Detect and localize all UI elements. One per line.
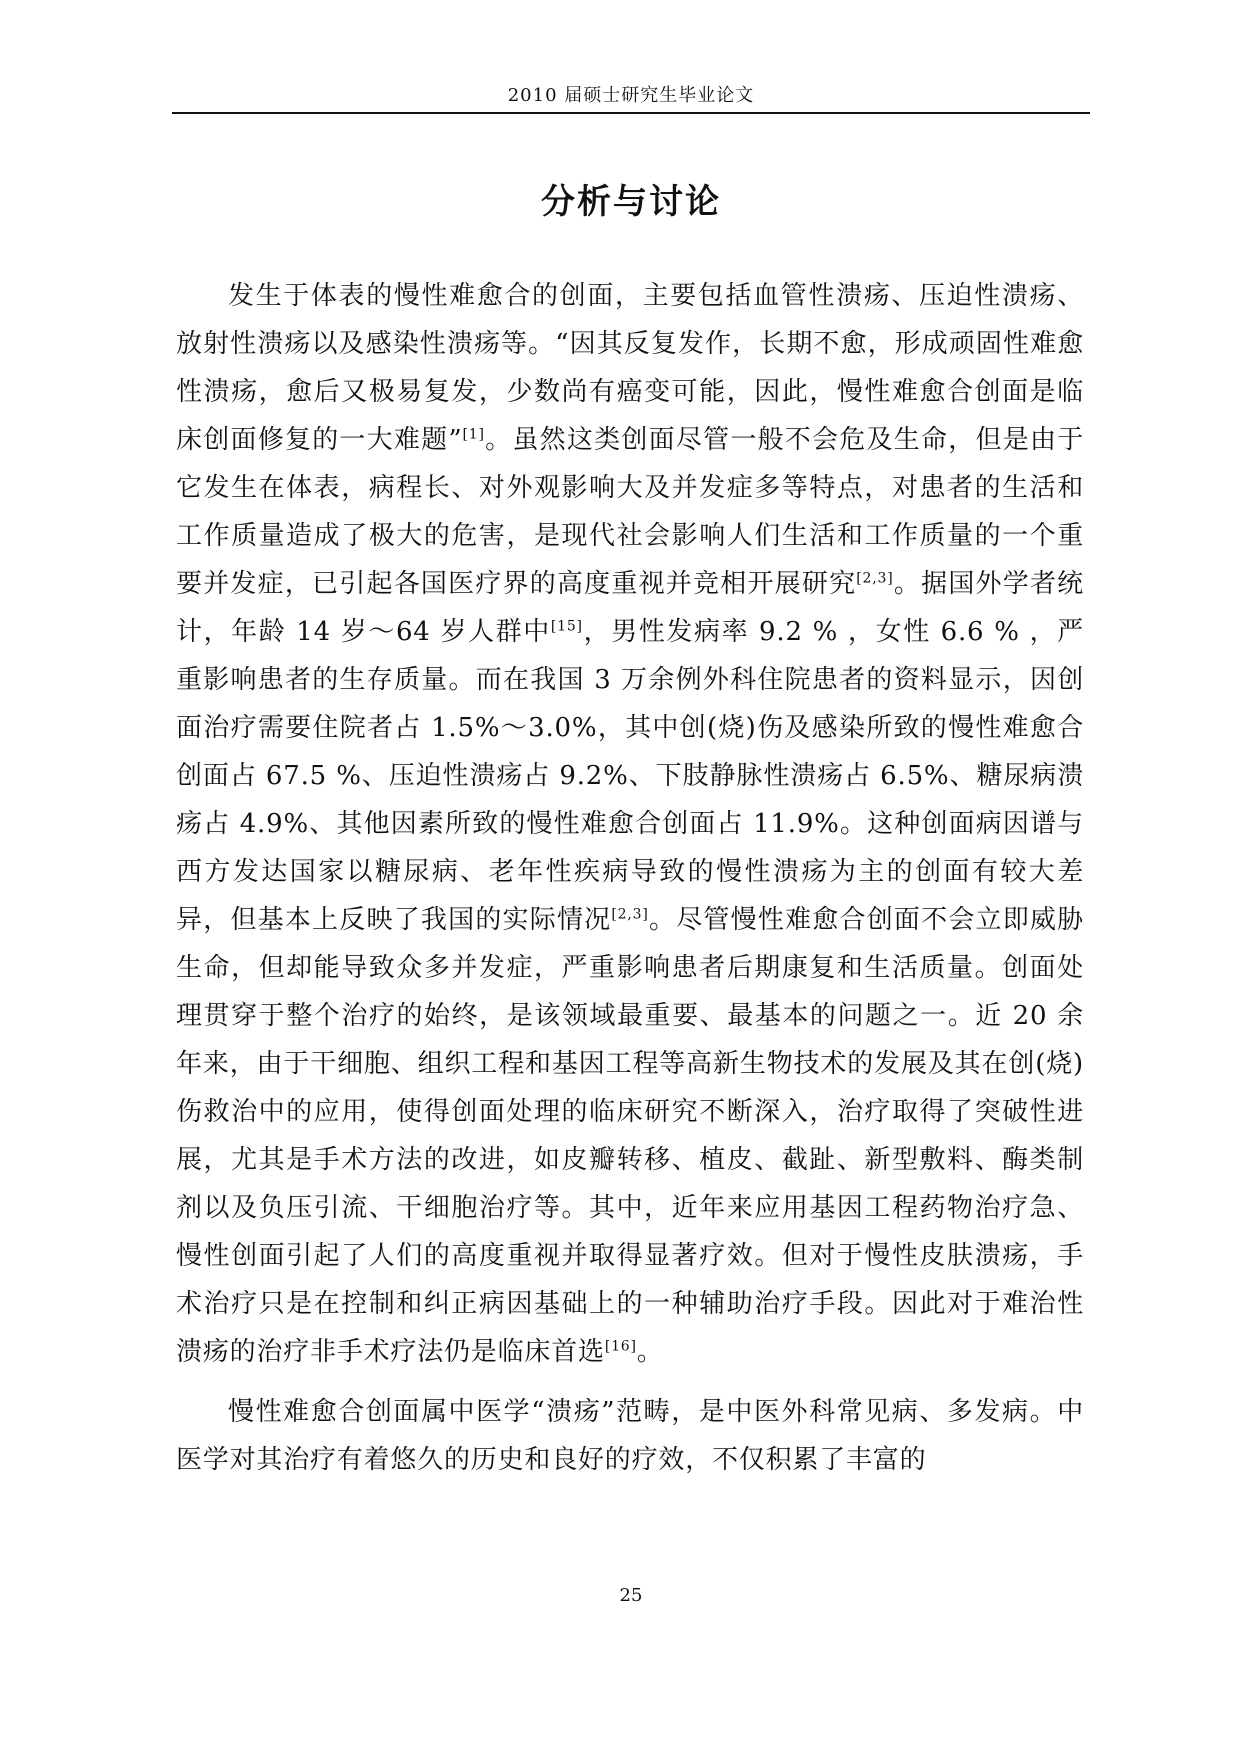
citation: [1] [462,426,485,443]
citation: [2,3] [856,570,894,587]
body-text [176,272,1084,1484]
running-header: 2010 届硕士研究生毕业论文 [507,85,755,106]
text-run: 。据国外学者统计，年龄 14 岁～64 岁人群中 [176,569,1084,647]
paragraph [176,272,1084,1376]
text-run: ，男性发病率 9.2 % ，女性 6.6 % ，严重影响患者的生存质量。而在我国 3 万余例外科住院患者的资料显示，因创面治疗需要住院者占 1.5%～3.0%，其中创(烧)伤及感染所致的慢性难愈合创面占 67.5 %、压迫性溃疡占 9.2%、下肢静脉性溃疡占 6.5%、糖尿病溃疡占 4.9%、其他因素所致的慢性难愈合创面占 11.9%。这种创面病因谱与西方发达国家以糖尿病、老年性疾病导致的慢性溃疡为主的创面有较大差异，但基本上反映了我国的实际情况 [176,617,1084,935]
text-run: 。尽管慢性难愈合创面不会立即威胁生命，但却能导致众多并发症，严重影响患者后期康复和生活质量。创面处理贯穿于整个治疗的始终，是该领域最重要、最基本的问题之一。近 20 余年来，由于干细胞、组织工程和基因工程等高新生物技术的发展及其在创(烧)伤救治中的应用，使得创面处理的临床研究不断深入，治疗取得了突破性进展，尤其是手术方法的改进，如皮瓣转移、植皮、截趾、新型敷料、酶类制剂以及负压引流、干细胞治疗等。其中，近年来应用基因工程药物治疗急、慢性创面引起了人们的高度重视并取得显著疗效。但对于慢性皮肤溃疡，手术治疗只是在控制和纠正病因基础上的一种辅助治疗手段。因此对于难治性溃疡的治疗非手术疗法仍是临床首选 [176,905,1084,1367]
citation: [16] [604,1338,637,1355]
page-title: 分析与讨论 [541,182,721,222]
text-run: 慢性难愈合创面属中医学“溃疡”范畴，是中医外科常见病、多发病。中医学对其治疗有着悠久的历史和良好的疗效，不仅积累了丰富的 [176,1397,1084,1475]
page-number: 25 [619,1585,643,1606]
citation: [15] [550,618,583,635]
paragraph [176,1388,1084,1484]
text-run: 。虽然这类创面尽管一般不会危及生命，但是由于它发生在体表，病程长、对外观影响大及并发症多等特点，对患者的生活和工作质量造成了极大的危害，是现代社会影响人们生活和工作质量的一个重要并发症，已引起各国医疗界的高度重视并竞相开展研究 [176,425,1085,599]
header-rule [172,112,1090,114]
text-run: 发生于体表的慢性难愈合的创面，主要包括血管性溃疡、压迫性溃疡、放射性溃疡以及感染性溃疡等。“因其反复发作，长期不愈，形成顽固性难愈性溃疡，愈后又极易复发，少数尚有癌变可能，因此，慢性难愈合创面是临床创面修复的一大难题” [176,281,1084,455]
text-run: 。 [636,1337,664,1367]
citation: [2,3] [611,906,649,923]
